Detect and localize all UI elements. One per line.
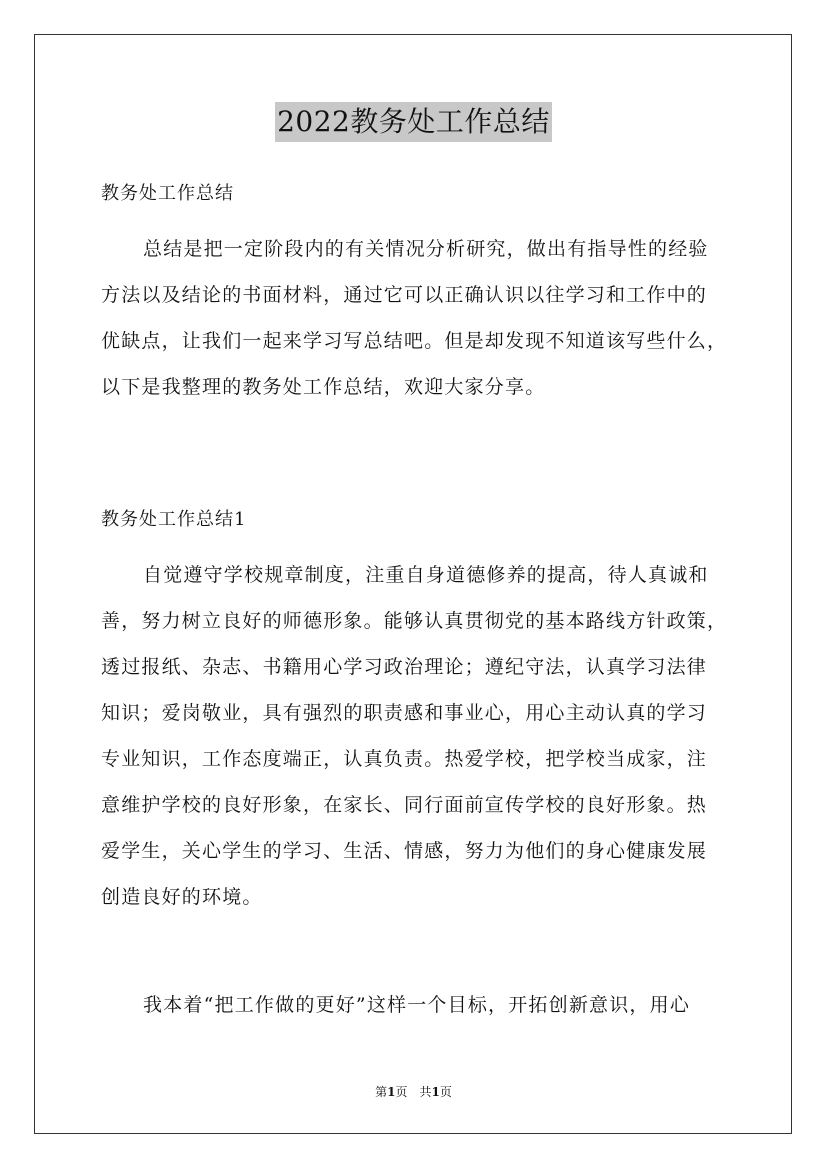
document-subtitle: 教务处工作总结	[101, 183, 234, 204]
footer-text: 第	[375, 1085, 388, 1099]
paragraph-line: 我本着“把工作做的更好”这样一个目标，开拓创新意识，用心	[143, 994, 691, 1016]
section1-paragraph-2	[101, 992, 741, 1038]
section-heading: 教务处工作总结1	[101, 509, 247, 530]
paragraph-line: 善，努力树立良好的师德形象。能够认真贯彻党的基本路线方针政策，	[101, 610, 728, 632]
footer-text: 页	[439, 1085, 452, 1099]
page-footer	[0, 1084, 827, 1100]
paragraph-line: 专业知识，工作态度端正，认真负责。热爱学校，把学校当成家，注	[101, 748, 708, 770]
paragraph-line: 总结是把一定阶段内的有关情况分析研究，做出有指导性的经验	[143, 238, 709, 260]
footer-text: 页 共	[395, 1085, 432, 1099]
paragraph-line: 自觉遵守学校规章制度，注重自身道德修养的提高，待人真诚和	[143, 564, 709, 586]
paragraph-line: 知识；爱岗敬业，具有强烈的职责感和事业心，用心主动认真的学习	[101, 702, 708, 724]
paragraph-line: 透过报纸、杂志、书籍用心学习政治理论；遵纪守法，认真学习法律	[101, 656, 708, 678]
document-title: 2022教务处工作总结	[275, 102, 552, 142]
paragraph-line: 方法以及结论的书面材料，通过它可以正确认识以往学习和工作中的	[101, 284, 708, 306]
paragraph-line: 创造良好的环境。	[101, 886, 263, 908]
paragraph-line: 优缺点，让我们一起来学习写总结吧。但是却发现不知道该写些什么，	[101, 330, 728, 352]
paragraph-line: 爱学生，关心学生的学习、生活、情感，努力为他们的身心健康发展	[101, 840, 708, 862]
intro-paragraph	[101, 236, 741, 420]
section1-paragraph-1	[101, 562, 741, 930]
current-page-number: 1	[387, 1085, 396, 1099]
paragraph-line: 意维护学校的良好形象，在家长、同行面前宣传学校的良好形象。热	[101, 794, 708, 816]
paragraph-line: 以下是我整理的教务处工作总结，欢迎大家分享。	[101, 376, 546, 398]
title-container	[0, 102, 827, 142]
total-page-number: 1	[431, 1085, 440, 1099]
